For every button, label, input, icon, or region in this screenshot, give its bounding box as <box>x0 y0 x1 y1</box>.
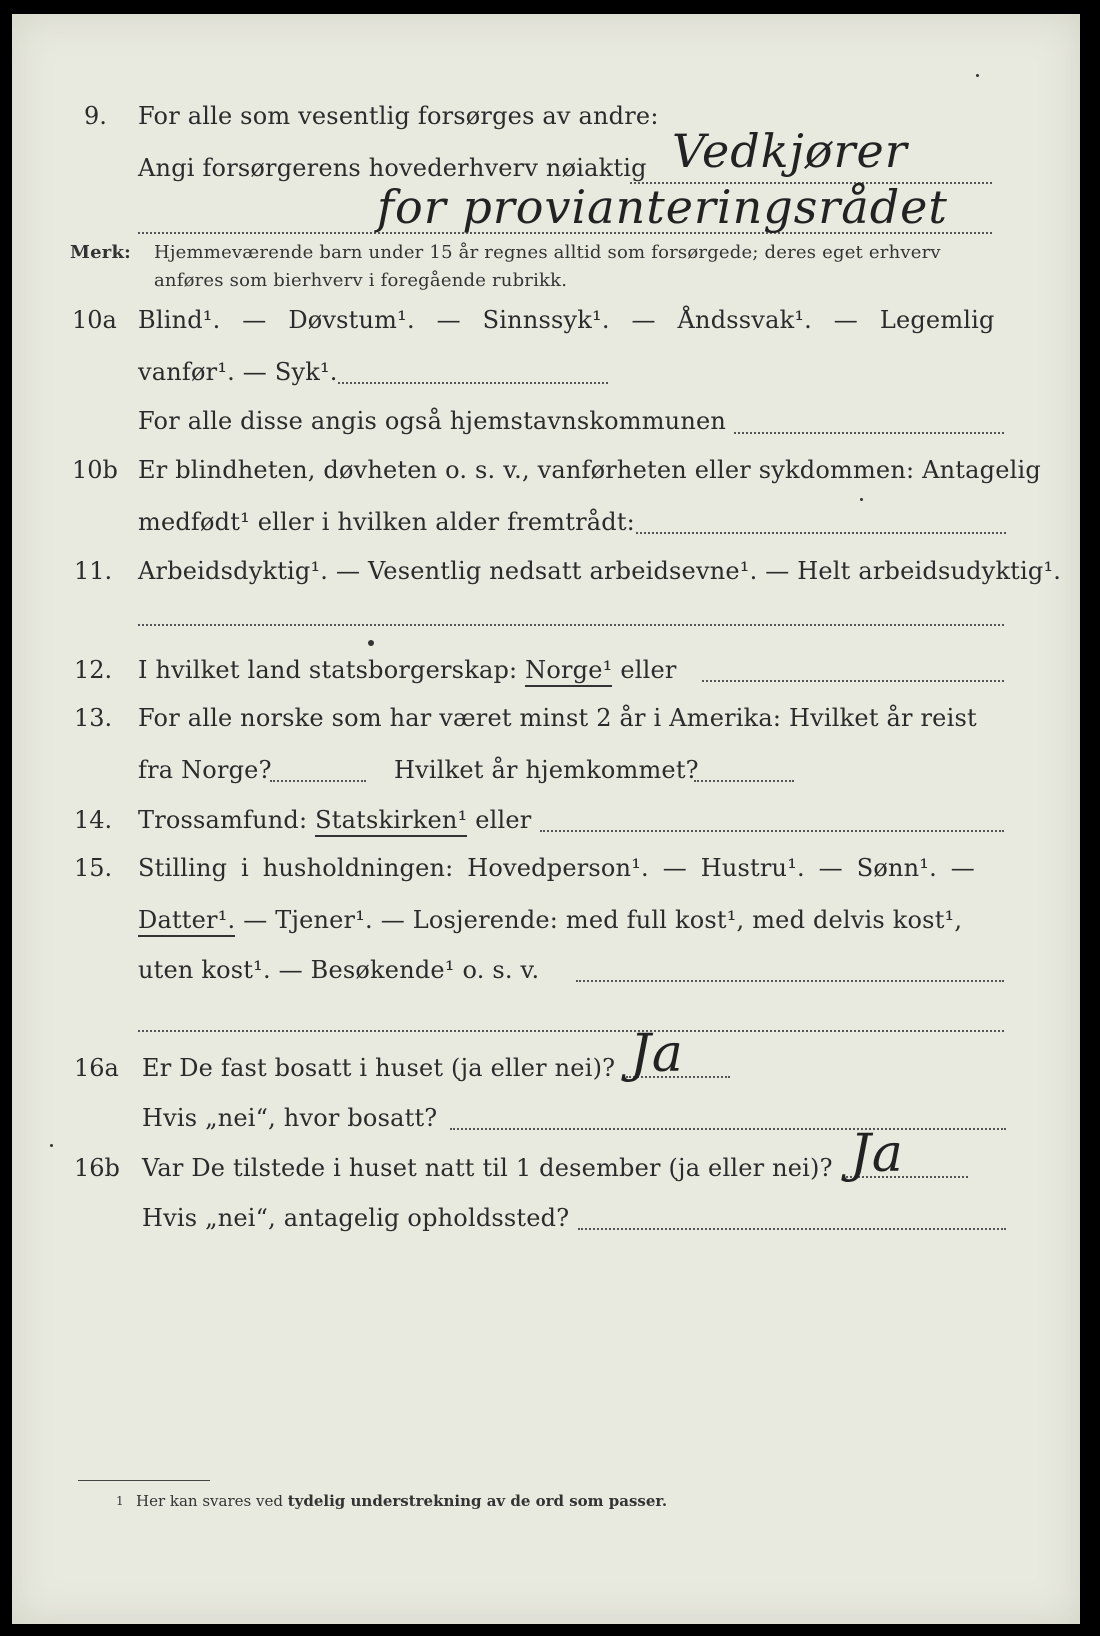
q16b-handwritten-answer: Ja <box>850 1124 904 1184</box>
ink-speck <box>976 74 979 77</box>
q10a-text-line2: vanfør¹. — Syk¹. <box>138 358 338 386</box>
q16a-number: 16a <box>74 1054 119 1082</box>
q16a-handwritten-answer: Ja <box>630 1024 684 1084</box>
q14-prefix: Trossamfund: <box>138 806 308 834</box>
q12-text <box>138 656 677 684</box>
q10a-number: 10a <box>72 306 117 334</box>
q15-text-line3: uten kost¹. — Besøkende¹ o. s. v. <box>138 956 540 984</box>
q13-number: 13. <box>74 704 113 732</box>
q12-number: 12. <box>74 656 113 684</box>
q13-year-returned-line <box>694 780 794 782</box>
census-form-page <box>12 14 1080 1624</box>
q16a-text-line1: Er De fast bosatt i huset (ja eller nei)? <box>142 1054 616 1082</box>
q10b-text-line1: Er blindheten, døvheten o. s. v., vanførheten eller sykdommen: Antagelig <box>138 456 1041 484</box>
q15-text-line2 <box>138 906 962 934</box>
q12-underlined-norge: Norge¹ <box>525 656 612 687</box>
footnote-text-bold: tydelig understrekning av de ord som passer. <box>287 1492 668 1510</box>
q16a-address-line <box>450 1128 1006 1130</box>
q16b-text-line1: Var De tilstede i huset natt til 1 desember (ja eller nei)? <box>142 1154 833 1182</box>
q15-answer-line2 <box>138 1030 1004 1032</box>
footnote-mark: 1 <box>116 1494 124 1508</box>
q15-answer-line1 <box>576 980 1004 982</box>
q10a-text-line1: Blind¹. — Døvstum¹. — Sinnssyk¹. — Åndssvak¹. — Legemlig <box>138 306 995 334</box>
merk-text-line1: Hjemmeværende barn under 15 år regnes alltid som forsørgede; deres eget erhverv <box>154 242 941 263</box>
q9-text-line1: For alle som vesentlig forsørges av andre: <box>138 102 659 130</box>
q15-text-line1: Stilling i husholdningen: Hovedperson¹. — Hustru¹. — Sønn¹. — <box>138 854 975 882</box>
q10a-answer-line <box>338 382 608 384</box>
q15-line2-rest: — Tjener¹. — Losjerende: med full kost¹, med delvis kost¹, <box>243 906 963 934</box>
q15-underlined-datter: Datter¹. <box>138 906 235 937</box>
q9-handwritten-answer1: Vedkjører <box>672 124 908 178</box>
merk-text-line2: anføres som bierhverv i foregående rubrikk. <box>154 270 568 291</box>
q14-text <box>138 806 531 834</box>
q14-answer-line <box>540 830 1004 832</box>
q10b-number: 10b <box>72 456 118 484</box>
q10a-home-municipality-line <box>734 432 1004 434</box>
ink-speck <box>50 1144 53 1147</box>
ink-speck <box>860 498 863 501</box>
q14-number: 14. <box>74 806 113 834</box>
q11-number: 11. <box>74 557 113 585</box>
ink-speck <box>368 640 374 646</box>
q12-answer-line <box>702 680 1004 682</box>
footnote-text <box>136 1492 667 1510</box>
q10b-answer-line <box>636 532 1006 534</box>
q16b-text-line2: Hvis „nei“, antagelig opholdssted? <box>142 1204 570 1232</box>
footnote-text-plain: Her kan svares ved <box>136 1492 283 1510</box>
q10b-text-line2: medfødt¹ eller i hvilken alder fremtrådt: <box>138 508 635 536</box>
q13-text-line2b: Hvilket år hjemkommet? <box>394 756 699 784</box>
q11-answer-line <box>138 624 1004 626</box>
merk-label: Merk: <box>70 242 131 263</box>
q13-text-line1: For alle norske som har været minst 2 år i Amerika: Hvilket år reist <box>138 704 977 732</box>
q14-underlined-statskirken: Statskirken¹ <box>315 806 467 837</box>
q16b-whereabouts-line <box>578 1228 1006 1230</box>
q16b-number: 16b <box>74 1154 120 1182</box>
q9-text-line2: Angi forsørgerens hovederhverv nøiaktig <box>138 154 647 182</box>
q12-suffix: eller <box>620 656 677 684</box>
q13-year-left-line <box>270 780 366 782</box>
q9-handwritten-answer2: for provianteringsrådet <box>377 180 948 234</box>
footnote-rule <box>78 1480 210 1481</box>
q15-number: 15. <box>74 854 113 882</box>
q11-text-line1: Arbeidsdyktig¹. — Vesentlig nedsatt arbeidsevne¹. — Helt arbeidsudyktig¹. <box>138 557 1062 585</box>
q12-prefix: I hvilket land statsborgerskap: <box>138 656 518 684</box>
q10a-text-line3: For alle disse angis også hjemstavnskommunen <box>138 407 727 435</box>
q13-text-line2a: fra Norge? <box>138 756 272 784</box>
q16a-text-line2: Hvis „nei“, hvor bosatt? <box>142 1104 438 1132</box>
q9-number: 9. <box>84 102 107 130</box>
q14-suffix: eller <box>475 806 532 834</box>
